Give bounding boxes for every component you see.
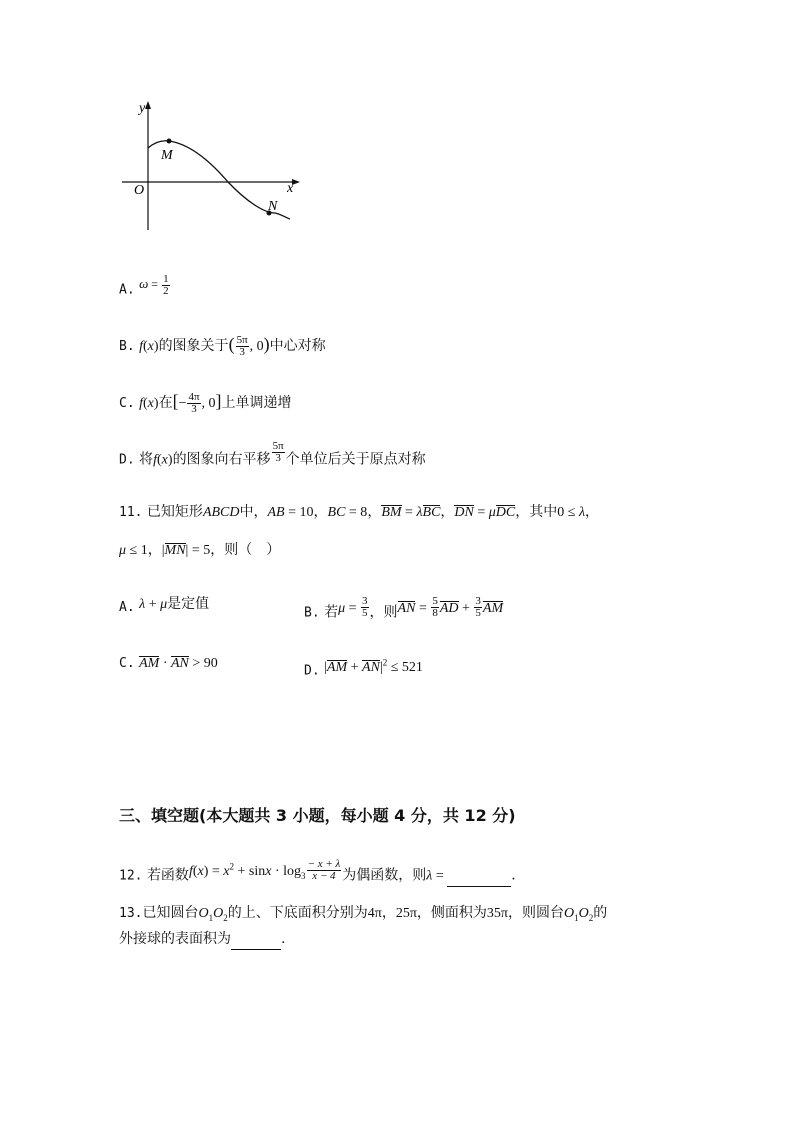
option-label: B.	[304, 605, 320, 621]
point-m-label: M	[161, 148, 173, 163]
vector-an: AN	[171, 656, 189, 671]
q11-stem-line2: μ ≤ 1，|MN| = 5，则（ ）	[119, 542, 281, 558]
option-label: A.	[119, 600, 135, 615]
option-label: C.	[119, 656, 135, 671]
question-number: 11.	[119, 505, 143, 520]
omega: ω	[139, 275, 149, 291]
q11-option-a[interactable]: A. λ + μ是定值	[119, 596, 210, 615]
vector-ad: AD	[439, 600, 459, 616]
q13-line1: 13.已知圆台$O_1O_2$的上、下底面积分别为4π，25π，侧面积为35π，则圆台$O_1O_2$的	[119, 905, 608, 923]
y-axis-arrow	[145, 101, 151, 109]
vector-bm: BM	[381, 505, 402, 520]
fraction: $\frac{3}{5}$	[362, 595, 368, 619]
option-label: C.	[119, 396, 135, 411]
q13-line2: 外接球的表面积为 .	[119, 929, 285, 950]
q11-option-d[interactable]: D. $|AM + AN|^2 \le 521$	[304, 657, 423, 679]
fraction: $\frac{4\pi}{3}$	[188, 390, 200, 415]
option-label: A.	[119, 282, 135, 298]
fraction: $\frac{1}{2}$	[163, 273, 169, 297]
q10-option-c[interactable]: C. f(x)在[− $\frac{4\pi}{3}$ , 0]上单调递增	[119, 390, 292, 415]
x-label: x	[287, 181, 294, 196]
question-number: 12.	[119, 868, 143, 884]
question-number: 13.	[119, 906, 143, 921]
fraction: $\frac{5}{8}$	[432, 595, 438, 619]
q12: 12. 若函数$f(x) = x^2 + \sin x \cdot \log_3$ $\frac{- x + \lambda}{x - 4}$ 为偶函数，则λ = .	[119, 861, 516, 890]
vector-an: AN	[397, 600, 416, 616]
option-label: D.	[119, 452, 135, 468]
vector-am: AM	[139, 656, 160, 671]
option-label: B.	[119, 339, 135, 354]
vector-am: AM	[482, 600, 504, 616]
q10-option-a[interactable]: A. ω = $\frac{1}{2}$	[119, 273, 169, 298]
q11-option-b[interactable]: B. 若μ = $\frac{3}{5}$ ，则AN = $\frac{5}{8}$ AD + $\frac{3}{5}$ AM	[304, 595, 504, 621]
fraction: $\frac{5\pi}{3}$	[272, 440, 284, 464]
point-n-label: N	[268, 199, 278, 214]
q11-stem-line1: 11. 已知矩形ABCD中，AB = 10，BC = 8，BM = λBC，DN = μDC，其中0 ≤ λ，	[119, 504, 600, 520]
q10-option-d[interactable]: D. 将f(x)的图象向右平移 $\frac{5\pi}{3}$ 个单位后关于原点对称	[119, 440, 426, 468]
vector-an: AN	[362, 659, 380, 675]
answer-blank[interactable]	[231, 929, 281, 950]
q11-option-c[interactable]: C. AM · AN > 90	[119, 656, 218, 671]
vector-dc: DC	[495, 505, 516, 520]
vector-dn: DN	[454, 505, 474, 520]
section-heading: 三、填空题(本大题共 3 小题，每小题 4 分，共 12 分)	[119, 806, 516, 825]
q10-option-b[interactable]: B. f(x)的图象关于( $\frac{5\pi}{3}$ , 0)中心对称	[119, 333, 326, 358]
option-label: D.	[304, 663, 320, 679]
vector-mn: MN	[164, 543, 186, 558]
answer-blank[interactable]	[447, 866, 511, 887]
vector-am: AM	[326, 659, 348, 675]
vector-bc: BC	[422, 505, 441, 520]
function-graph	[110, 95, 310, 240]
fraction: $\frac{5\pi}{3}$	[236, 333, 248, 358]
fraction: $\frac{3}{5}$	[475, 595, 481, 619]
point-m-dot	[167, 139, 172, 144]
origin-label: O	[134, 183, 145, 198]
fraction: $\frac{- x + \lambda}{x - 4}$	[307, 858, 341, 883]
y-label: y	[139, 101, 146, 116]
